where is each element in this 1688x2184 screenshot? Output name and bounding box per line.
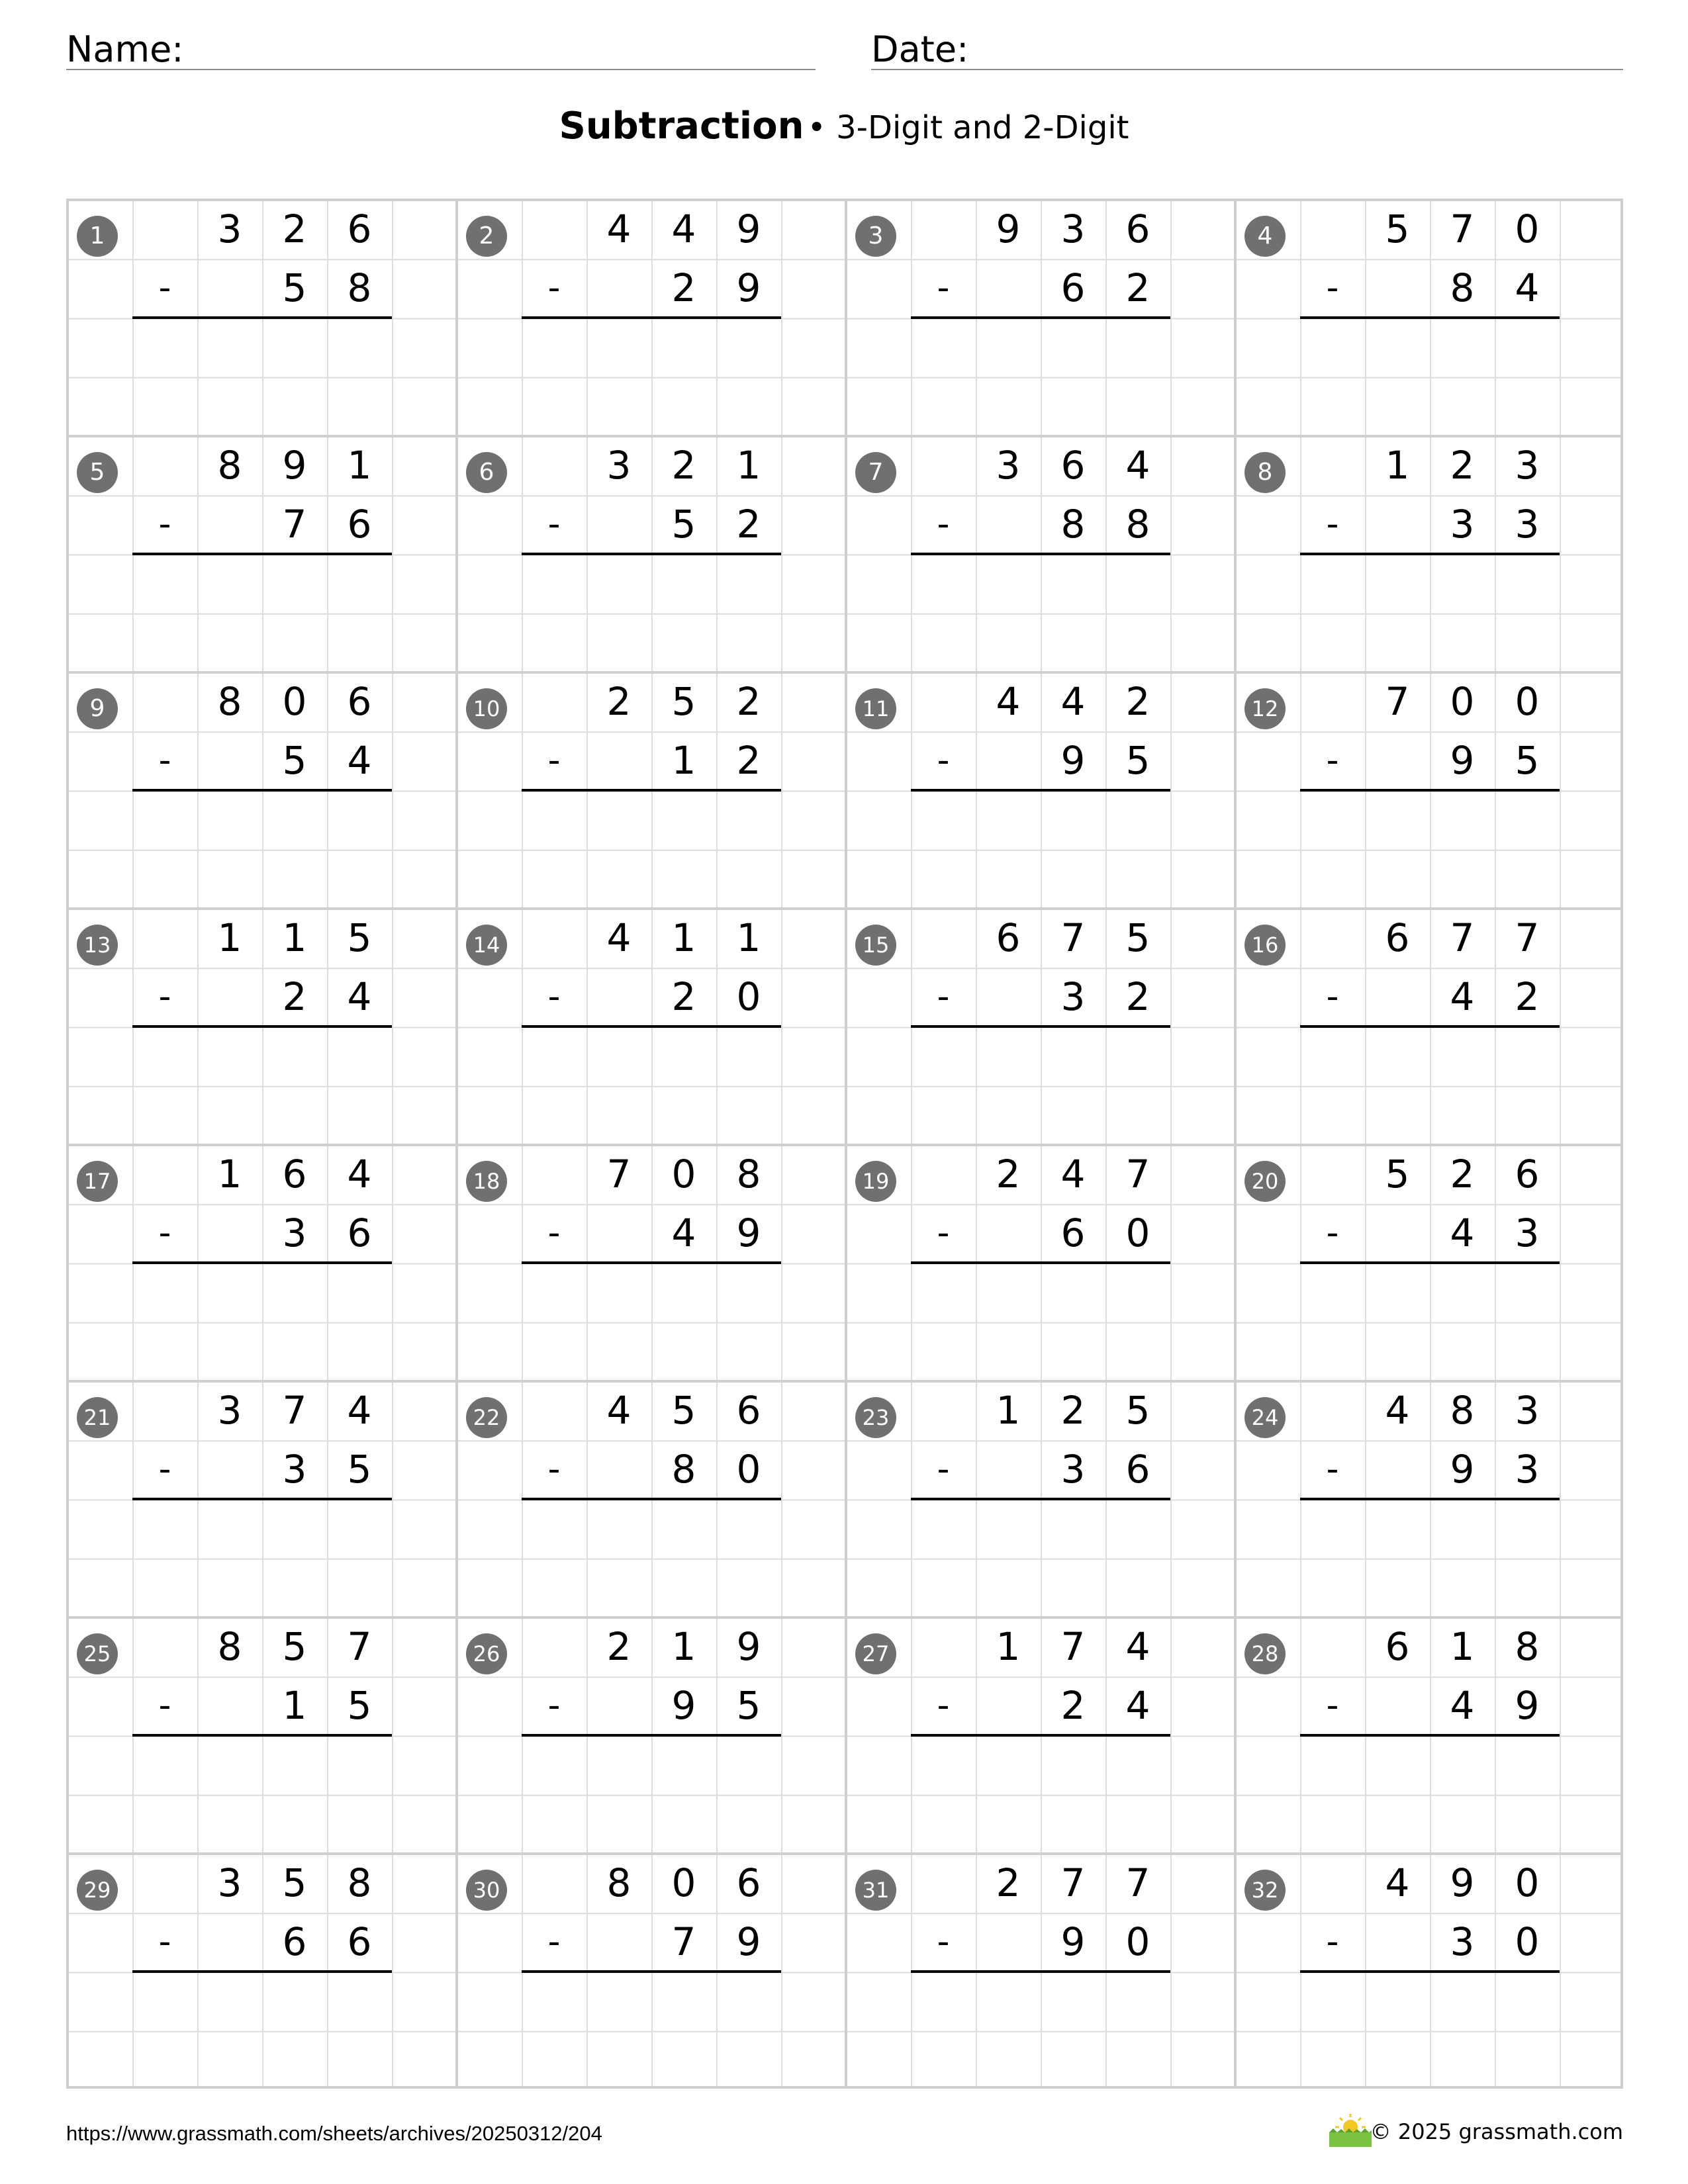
problem-1 bbox=[68, 200, 457, 436]
minuend-digit: 8 bbox=[217, 443, 242, 488]
minuend-digit: 0 bbox=[1515, 206, 1540, 251]
name-field[interactable] bbox=[66, 25, 816, 70]
minuend-digit: 3 bbox=[217, 206, 242, 251]
problem-number-badge: 7 bbox=[855, 452, 896, 493]
problem-number-badge: 31 bbox=[855, 1870, 896, 1911]
problem-5 bbox=[68, 436, 457, 672]
minuend-digit: 4 bbox=[606, 1388, 632, 1433]
minus-sign: - bbox=[937, 1213, 950, 1253]
minuend-digit: 1 bbox=[217, 915, 242, 960]
minuend-digit: 1 bbox=[282, 915, 307, 960]
problem-22 bbox=[457, 1381, 846, 1617]
answer-line bbox=[522, 316, 781, 319]
minuend-digit: 4 bbox=[1060, 679, 1086, 724]
minuend-digit: 7 bbox=[1450, 206, 1475, 251]
subtrahend-digit: 0 bbox=[736, 974, 761, 1020]
subtrahend-digit: 1 bbox=[282, 1683, 307, 1729]
minuend-digit: 1 bbox=[217, 1152, 242, 1197]
minuend-digit: 5 bbox=[1125, 1388, 1150, 1433]
minus-sign: - bbox=[1326, 1686, 1339, 1726]
problem-25 bbox=[68, 1617, 457, 1854]
minuend-digit: 3 bbox=[606, 443, 632, 488]
problem-10 bbox=[457, 672, 846, 909]
subtrahend-digit: 3 bbox=[282, 1447, 307, 1492]
subtrahend-digit: 2 bbox=[671, 265, 696, 311]
subtrahend-digit: 4 bbox=[1450, 1210, 1475, 1256]
minuend-digit: 3 bbox=[217, 1860, 242, 1905]
subtrahend-digit: 8 bbox=[1125, 502, 1150, 547]
minuend-digit: 9 bbox=[282, 443, 307, 488]
minuend-digit: 7 bbox=[1060, 915, 1086, 960]
minuend-digit: 1 bbox=[736, 915, 761, 960]
minus-sign: - bbox=[1326, 1922, 1339, 1962]
minuend-digit: 2 bbox=[736, 679, 761, 724]
minuend-digit: 7 bbox=[282, 1388, 307, 1433]
problem-19 bbox=[846, 1145, 1235, 1381]
subtrahend-digit: 4 bbox=[1515, 265, 1540, 311]
minuend-digit: 0 bbox=[1515, 679, 1540, 724]
minuend-digit: 8 bbox=[217, 1624, 242, 1669]
minuend-digit: 4 bbox=[347, 1152, 372, 1197]
minuend-digit: 5 bbox=[282, 1860, 307, 1905]
subtrahend-digit: 4 bbox=[1450, 1683, 1475, 1729]
subtrahend-digit: 9 bbox=[736, 265, 761, 311]
subtrahend-digit: 6 bbox=[347, 1919, 372, 1965]
subtrahend-digit: 5 bbox=[282, 738, 307, 784]
subtrahend-digit: 8 bbox=[671, 1447, 696, 1492]
problem-21 bbox=[68, 1381, 457, 1617]
problem-18 bbox=[457, 1145, 846, 1381]
answer-line bbox=[132, 1734, 392, 1737]
answer-line bbox=[1300, 1025, 1560, 1028]
minuend-digit: 6 bbox=[282, 1152, 307, 1197]
subtrahend-digit: 6 bbox=[347, 502, 372, 547]
subtrahend-digit: 4 bbox=[347, 738, 372, 784]
minuend-digit: 6 bbox=[1060, 443, 1086, 488]
minuend-digit: 9 bbox=[1450, 1860, 1475, 1905]
subtrahend-digit: 2 bbox=[1125, 265, 1150, 311]
minus-sign: - bbox=[547, 268, 561, 308]
minuend-digit: 2 bbox=[606, 679, 632, 724]
minuend-digit: 5 bbox=[1385, 1152, 1410, 1197]
problem-number-badge: 17 bbox=[77, 1161, 118, 1202]
minuend-digit: 4 bbox=[1385, 1860, 1410, 1905]
subtrahend-digit: 2 bbox=[671, 974, 696, 1020]
answer-line bbox=[1300, 1261, 1560, 1264]
subtrahend-digit: 1 bbox=[671, 738, 696, 784]
minus-sign: - bbox=[158, 504, 171, 545]
subtrahend-digit: 2 bbox=[736, 502, 761, 547]
minuend-digit: 2 bbox=[1450, 1152, 1475, 1197]
subtrahend-digit: 3 bbox=[1450, 502, 1475, 547]
minuend-digit: 5 bbox=[282, 1624, 307, 1669]
minus-sign: - bbox=[937, 268, 950, 308]
minuend-digit: 6 bbox=[996, 915, 1021, 960]
minuend-digit: 5 bbox=[671, 1388, 696, 1433]
subtrahend-digit: 5 bbox=[347, 1683, 372, 1729]
minuend-digit: 4 bbox=[996, 679, 1021, 724]
problem-28 bbox=[1235, 1617, 1624, 1854]
answer-line bbox=[911, 1261, 1170, 1264]
minuend-digit: 2 bbox=[1125, 679, 1150, 724]
minuend-digit: 7 bbox=[1385, 679, 1410, 724]
minuend-digit: 0 bbox=[282, 679, 307, 724]
subtrahend-digit: 6 bbox=[347, 1210, 372, 1256]
subtrahend-digit: 9 bbox=[736, 1919, 761, 1965]
minuend-digit: 6 bbox=[736, 1388, 761, 1433]
problem-26 bbox=[457, 1617, 846, 1854]
problem-6 bbox=[457, 436, 846, 672]
subtrahend-digit: 8 bbox=[1450, 265, 1475, 311]
subtrahend-digit: 9 bbox=[1450, 738, 1475, 784]
problem-12 bbox=[1235, 672, 1624, 909]
problem-number-badge: 4 bbox=[1244, 216, 1286, 257]
answer-line bbox=[911, 553, 1170, 555]
minuend-digit: 5 bbox=[671, 679, 696, 724]
subtrahend-digit: 3 bbox=[282, 1210, 307, 1256]
minuend-digit: 4 bbox=[1125, 1624, 1150, 1669]
problem-number-badge: 27 bbox=[855, 1633, 896, 1674]
subtrahend-digit: 2 bbox=[282, 974, 307, 1020]
minuend-digit: 6 bbox=[736, 1860, 761, 1905]
problem-32 bbox=[1235, 1854, 1624, 2090]
problem-number-badge: 12 bbox=[1244, 688, 1286, 729]
minus-sign: - bbox=[547, 1686, 561, 1726]
minuend-digit: 2 bbox=[671, 443, 696, 488]
subtrahend-digit: 8 bbox=[1060, 502, 1086, 547]
problem-number-badge: 20 bbox=[1244, 1161, 1286, 1202]
problem-13 bbox=[68, 909, 457, 1145]
subtrahend-digit: 5 bbox=[736, 1683, 761, 1729]
minus-sign: - bbox=[547, 504, 561, 545]
minuend-digit: 1 bbox=[347, 443, 372, 488]
answer-line bbox=[132, 553, 392, 555]
problem-8 bbox=[1235, 436, 1624, 672]
subtrahend-digit: 7 bbox=[282, 502, 307, 547]
minuend-digit: 3 bbox=[1515, 1388, 1540, 1433]
minuend-digit: 1 bbox=[1450, 1624, 1475, 1669]
name-label: Name: bbox=[66, 28, 184, 70]
minuend-digit: 4 bbox=[606, 206, 632, 251]
problem-number-badge: 11 bbox=[855, 688, 896, 729]
minus-sign: - bbox=[158, 1449, 171, 1490]
problem-number-badge: 26 bbox=[466, 1633, 507, 1674]
minuend-digit: 4 bbox=[606, 915, 632, 960]
minuend-digit: 1 bbox=[996, 1388, 1021, 1433]
minus-sign: - bbox=[158, 1922, 171, 1962]
minuend-digit: 2 bbox=[1450, 443, 1475, 488]
subtrahend-digit: 6 bbox=[1060, 1210, 1086, 1256]
minuend-digit: 2 bbox=[1060, 1388, 1086, 1433]
answer-line bbox=[132, 1970, 392, 1973]
subtrahend-digit: 3 bbox=[1515, 502, 1540, 547]
subtrahend-digit: 9 bbox=[671, 1683, 696, 1729]
minuend-digit: 6 bbox=[347, 679, 372, 724]
problem-4 bbox=[1235, 200, 1624, 436]
problem-number-badge: 32 bbox=[1244, 1870, 1286, 1911]
minuend-digit: 5 bbox=[1125, 915, 1150, 960]
problem-2 bbox=[457, 200, 846, 436]
subtrahend-digit: 6 bbox=[1060, 265, 1086, 311]
problem-number-badge: 9 bbox=[77, 688, 118, 729]
subtrahend-digit: 0 bbox=[1125, 1210, 1150, 1256]
grass-sun-logo-icon bbox=[1327, 2111, 1374, 2148]
answer-line bbox=[911, 1970, 1170, 1973]
answer-line bbox=[911, 1025, 1170, 1028]
problem-number-badge: 30 bbox=[466, 1870, 507, 1911]
problem-number-badge: 22 bbox=[466, 1397, 507, 1438]
minuend-digit: 6 bbox=[1515, 1152, 1540, 1197]
problem-number-badge: 25 bbox=[77, 1633, 118, 1674]
problem-number-badge: 14 bbox=[466, 925, 507, 966]
minus-sign: - bbox=[158, 268, 171, 308]
problem-number-badge: 28 bbox=[1244, 1633, 1286, 1674]
problem-20 bbox=[1235, 1145, 1624, 1381]
answer-line bbox=[132, 1498, 392, 1500]
answer-line bbox=[1300, 316, 1560, 319]
minuend-digit: 1 bbox=[671, 915, 696, 960]
footer-url[interactable]: https://www.grassmath.com/sheets/archives/20250312/204 bbox=[66, 2122, 602, 2145]
minus-sign: - bbox=[1326, 741, 1339, 781]
minus-sign: - bbox=[937, 1686, 950, 1726]
answer-line bbox=[522, 1734, 781, 1737]
problem-number-badge: 19 bbox=[855, 1161, 896, 1202]
minuend-digit: 7 bbox=[347, 1624, 372, 1669]
answer-line bbox=[522, 553, 781, 555]
minus-sign: - bbox=[937, 1449, 950, 1490]
minuend-digit: 8 bbox=[1450, 1388, 1475, 1433]
subtrahend-digit: 3 bbox=[1515, 1210, 1540, 1256]
minuend-digit: 7 bbox=[1060, 1860, 1086, 1905]
minuend-digit: 8 bbox=[217, 679, 242, 724]
minuend-digit: 0 bbox=[671, 1152, 696, 1197]
minuend-digit: 8 bbox=[606, 1860, 632, 1905]
problem-30 bbox=[457, 1854, 846, 2090]
subtrahend-digit: 0 bbox=[1515, 1919, 1540, 1965]
subtrahend-digit: 3 bbox=[1060, 974, 1086, 1020]
minuend-digit: 0 bbox=[1515, 1860, 1540, 1905]
answer-line bbox=[522, 1261, 781, 1264]
answer-line bbox=[1300, 553, 1560, 555]
problem-27 bbox=[846, 1617, 1235, 1854]
minuend-digit: 7 bbox=[1060, 1624, 1086, 1669]
subtrahend-digit: 2 bbox=[1060, 1683, 1086, 1729]
minuend-digit: 1 bbox=[1385, 443, 1410, 488]
subtrahend-digit: 5 bbox=[1515, 738, 1540, 784]
minuend-digit: 1 bbox=[996, 1624, 1021, 1669]
problem-number-badge: 24 bbox=[1244, 1397, 1286, 1438]
subtrahend-digit: 7 bbox=[671, 1919, 696, 1965]
minus-sign: - bbox=[937, 741, 950, 781]
minuend-digit: 3 bbox=[996, 443, 1021, 488]
subtrahend-digit: 2 bbox=[1125, 974, 1150, 1020]
subtrahend-digit: 5 bbox=[671, 502, 696, 547]
minuend-digit: 8 bbox=[1515, 1624, 1540, 1669]
problem-number-badge: 5 bbox=[77, 452, 118, 493]
minuend-digit: 0 bbox=[671, 1860, 696, 1905]
minus-sign: - bbox=[937, 504, 950, 545]
minuend-digit: 7 bbox=[1515, 915, 1540, 960]
subtrahend-digit: 9 bbox=[1060, 738, 1086, 784]
problem-16 bbox=[1235, 909, 1624, 1145]
problem-number-badge: 3 bbox=[855, 216, 896, 257]
subtrahend-digit: 9 bbox=[1060, 1919, 1086, 1965]
title-sub: • 3-Digit and 2-Digit bbox=[807, 109, 1129, 146]
subtrahend-digit: 6 bbox=[282, 1919, 307, 1965]
subtrahend-digit: 2 bbox=[1515, 974, 1540, 1020]
minus-sign: - bbox=[1326, 504, 1339, 545]
minus-sign: - bbox=[547, 1213, 561, 1253]
footer-copyright: © 2025 grassmath.com bbox=[1370, 2119, 1623, 2144]
problem-3 bbox=[846, 200, 1235, 436]
problem-number-badge: 2 bbox=[466, 216, 507, 257]
minuend-digit: 9 bbox=[736, 1624, 761, 1669]
minuend-digit: 2 bbox=[996, 1860, 1021, 1905]
minuend-digit: 4 bbox=[1060, 1152, 1086, 1197]
subtrahend-digit: 4 bbox=[1125, 1683, 1150, 1729]
problem-number-badge: 16 bbox=[1244, 925, 1286, 966]
problem-grid bbox=[66, 199, 1623, 2089]
minus-sign: - bbox=[158, 977, 171, 1017]
minus-sign: - bbox=[1326, 977, 1339, 1017]
problem-29 bbox=[68, 1854, 457, 2090]
minuend-digit: 9 bbox=[736, 206, 761, 251]
minus-sign: - bbox=[1326, 1213, 1339, 1253]
subtrahend-digit: 9 bbox=[736, 1210, 761, 1256]
answer-line bbox=[522, 1970, 781, 1973]
minus-sign: - bbox=[158, 741, 171, 781]
minus-sign: - bbox=[937, 1922, 950, 1962]
answer-line bbox=[132, 789, 392, 792]
problem-number-badge: 1 bbox=[77, 216, 118, 257]
answer-line bbox=[1300, 789, 1560, 792]
subtrahend-digit: 6 bbox=[1125, 1447, 1150, 1492]
minuend-digit: 2 bbox=[282, 206, 307, 251]
subtrahend-digit: 5 bbox=[347, 1447, 372, 1492]
answer-line bbox=[911, 1498, 1170, 1500]
date-field[interactable] bbox=[871, 25, 1623, 70]
minuend-digit: 9 bbox=[996, 206, 1021, 251]
minuend-digit: 1 bbox=[671, 1624, 696, 1669]
subtrahend-digit: 5 bbox=[1125, 738, 1150, 784]
subtrahend-digit: 0 bbox=[1125, 1919, 1150, 1965]
answer-line bbox=[911, 316, 1170, 319]
answer-line bbox=[1300, 1970, 1560, 1973]
subtrahend-digit: 3 bbox=[1060, 1447, 1086, 1492]
problem-15 bbox=[846, 909, 1235, 1145]
minus-sign: - bbox=[1326, 1449, 1339, 1490]
answer-line bbox=[522, 1498, 781, 1500]
answer-line bbox=[1300, 1498, 1560, 1500]
problem-number-badge: 8 bbox=[1244, 452, 1286, 493]
minuend-digit: 4 bbox=[671, 206, 696, 251]
subtrahend-digit: 9 bbox=[1515, 1683, 1540, 1729]
minuend-digit: 5 bbox=[347, 915, 372, 960]
minuend-digit: 6 bbox=[347, 206, 372, 251]
problem-17 bbox=[68, 1145, 457, 1381]
minuend-digit: 4 bbox=[347, 1388, 372, 1433]
minuend-digit: 7 bbox=[1450, 915, 1475, 960]
minuend-digit: 3 bbox=[1060, 206, 1086, 251]
minus-sign: - bbox=[547, 741, 561, 781]
problem-11 bbox=[846, 672, 1235, 909]
minus-sign: - bbox=[158, 1213, 171, 1253]
minuend-digit: 2 bbox=[996, 1152, 1021, 1197]
minuend-digit: 4 bbox=[1385, 1388, 1410, 1433]
subtrahend-digit: 5 bbox=[282, 265, 307, 311]
problem-24 bbox=[1235, 1381, 1624, 1617]
minus-sign: - bbox=[547, 977, 561, 1017]
minus-sign: - bbox=[937, 977, 950, 1017]
minus-sign: - bbox=[158, 1686, 171, 1726]
problem-9 bbox=[68, 672, 457, 909]
problem-number-badge: 18 bbox=[466, 1161, 507, 1202]
problem-number-badge: 6 bbox=[466, 452, 507, 493]
minuend-digit: 3 bbox=[1515, 443, 1540, 488]
worksheet-title bbox=[0, 105, 1688, 148]
answer-line bbox=[522, 789, 781, 792]
minus-sign: - bbox=[547, 1922, 561, 1962]
minuend-digit: 6 bbox=[1125, 206, 1150, 251]
problem-23 bbox=[846, 1381, 1235, 1617]
problem-number-badge: 29 bbox=[77, 1870, 118, 1911]
answer-line bbox=[911, 789, 1170, 792]
minuend-digit: 8 bbox=[347, 1860, 372, 1905]
subtrahend-digit: 4 bbox=[347, 974, 372, 1020]
subtrahend-digit: 3 bbox=[1515, 1447, 1540, 1492]
minuend-digit: 0 bbox=[1450, 679, 1475, 724]
answer-line bbox=[911, 1734, 1170, 1737]
problem-14 bbox=[457, 909, 846, 1145]
minus-sign: - bbox=[547, 1449, 561, 1490]
problem-number-badge: 15 bbox=[855, 925, 896, 966]
title-main: Subtraction bbox=[559, 105, 804, 148]
minuend-digit: 7 bbox=[1125, 1860, 1150, 1905]
minus-sign: - bbox=[1326, 268, 1339, 308]
problem-number-badge: 10 bbox=[466, 688, 507, 729]
subtrahend-digit: 9 bbox=[1450, 1447, 1475, 1492]
minuend-digit: 1 bbox=[736, 443, 761, 488]
answer-line bbox=[132, 1261, 392, 1264]
problem-number-badge: 23 bbox=[855, 1397, 896, 1438]
problem-31 bbox=[846, 1854, 1235, 2090]
date-label: Date: bbox=[871, 28, 969, 70]
problem-number-badge: 13 bbox=[77, 925, 118, 966]
minuend-digit: 8 bbox=[736, 1152, 761, 1197]
minuend-digit: 6 bbox=[1385, 915, 1410, 960]
answer-line bbox=[522, 1025, 781, 1028]
problem-number-badge: 21 bbox=[77, 1397, 118, 1438]
subtrahend-digit: 3 bbox=[1450, 1919, 1475, 1965]
answer-line bbox=[132, 1025, 392, 1028]
subtrahend-digit: 4 bbox=[1450, 974, 1475, 1020]
minuend-digit: 3 bbox=[217, 1388, 242, 1433]
subtrahend-digit: 0 bbox=[736, 1447, 761, 1492]
minuend-digit: 4 bbox=[1125, 443, 1150, 488]
answer-line bbox=[132, 316, 392, 319]
answer-line bbox=[1300, 1734, 1560, 1737]
minuend-digit: 7 bbox=[606, 1152, 632, 1197]
subtrahend-digit: 2 bbox=[736, 738, 761, 784]
minuend-digit: 2 bbox=[606, 1624, 632, 1669]
subtrahend-digit: 4 bbox=[671, 1210, 696, 1256]
minuend-digit: 6 bbox=[1385, 1624, 1410, 1669]
minuend-digit: 5 bbox=[1385, 206, 1410, 251]
subtrahend-digit: 8 bbox=[347, 265, 372, 311]
problem-7 bbox=[846, 436, 1235, 672]
minuend-digit: 7 bbox=[1125, 1152, 1150, 1197]
